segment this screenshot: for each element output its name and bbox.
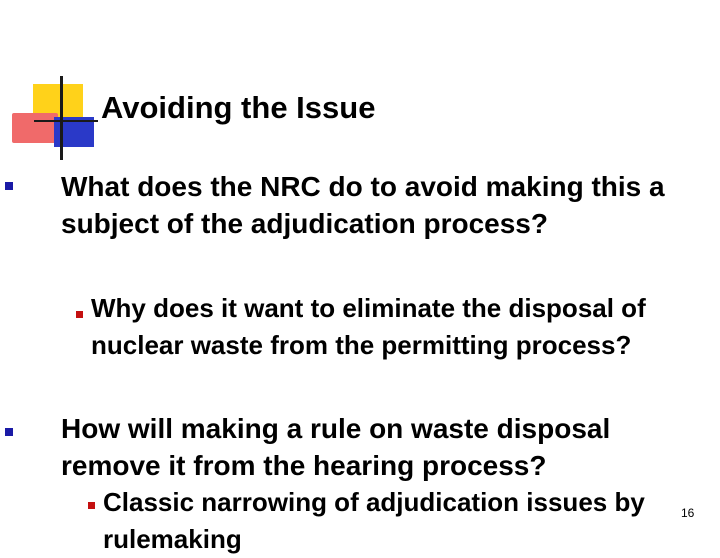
bullet-icon xyxy=(5,182,13,190)
slide-title: Avoiding the Issue xyxy=(101,90,376,125)
sub-bullet-text: Classic narrowing of adjudication issues by rulemaking xyxy=(103,487,645,554)
sub-bullet-text: Why does it want to eliminate the disposal of nuclear waste from the permitting process? xyxy=(91,293,646,360)
bullet-text: How will making a rule on waste disposal remove it from the hearing process? xyxy=(61,413,611,481)
page-number: 16 xyxy=(681,506,695,520)
sub-bullet-icon xyxy=(76,311,83,318)
sub-bullet-icon xyxy=(88,502,95,509)
bullet-icon xyxy=(5,428,13,436)
bullet-text: What does the NRC do to avoid making this a subject of the adjudication process? xyxy=(61,171,665,239)
